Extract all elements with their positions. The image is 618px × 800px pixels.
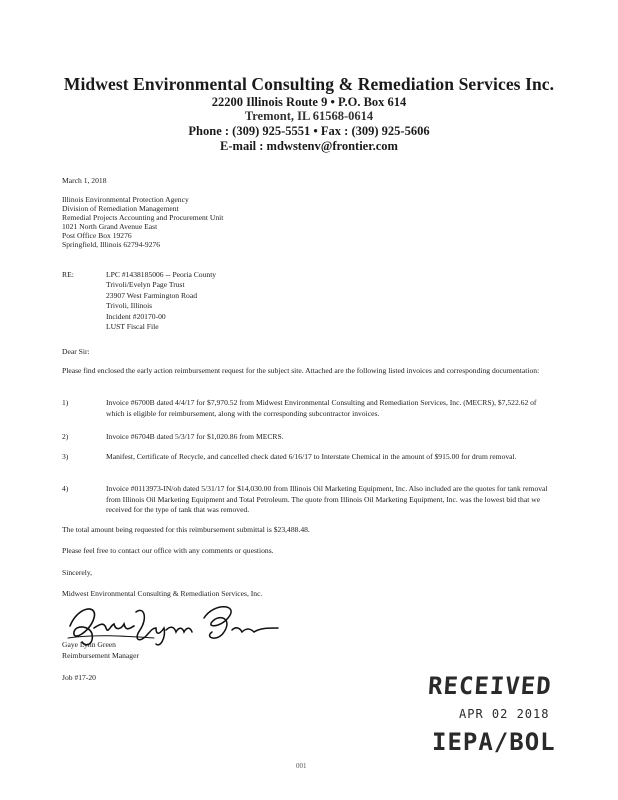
job-number: Job #17-20 (62, 673, 96, 682)
re-line: 23907 West Farmington Road (106, 290, 198, 300)
re-line: LPC #1438185006 -- Peoria County (106, 270, 217, 279)
re-line: Incident #20170-00 (106, 311, 166, 321)
signer-title: Reimbursement Manager (62, 651, 139, 660)
received-stamp: RECEIVED (427, 672, 553, 700)
recipient-line: Division of Remediation Management (62, 204, 179, 213)
company-phone-fax: Phone : (309) 925-5551 • Fax : (309) 925-5606 (188, 124, 430, 138)
re-line: Trivoli/Evelyn Page Trust (106, 280, 185, 290)
item-number: 2) (62, 432, 69, 441)
received-stamp-date: APR 02 2018 (459, 707, 550, 721)
item-number: 1) (62, 398, 69, 407)
recipient-line: Post Office Box 19276 (62, 231, 132, 240)
company-address: 22200 Illinois Route 9 • P.O. Box 614 (211, 95, 407, 109)
closing-note: Please feel free to contact our office with any comments or questions. (62, 546, 274, 555)
recipient-address (62, 195, 562, 249)
re-label: RE: (62, 270, 74, 279)
item-text: Manifest, Certificate of Recycle, and cancelled check dated 6/16/17 to Interstate Chemical in the amount of $915.00 for drum removal. (106, 452, 517, 461)
recipient-line: Springfield, Illinois 62794-9276 (62, 240, 161, 249)
signer-company: Midwest Environmental Consulting & Remediation Services, Inc. (62, 589, 263, 598)
total-statement: The total amount being requested for this reimbursement submittal is $23,488.48. (62, 525, 310, 534)
item-number: 3) (62, 452, 69, 461)
received-stamp-agency: IEPA/BOL (432, 728, 556, 756)
re-line: LUST Fiscal File (106, 322, 159, 332)
item-text: Invoice #6704B dated 5/3/17 for $1,020.86 from MECRS. (106, 432, 284, 441)
re-line: Trivoli, Illinois (106, 301, 153, 311)
company-city: Tremont, IL 61568-0614 (244, 109, 374, 123)
letter-date: March 1, 2018 (62, 176, 107, 185)
item-number: 4) (62, 484, 69, 493)
salutation: Dear Sir: (62, 347, 90, 356)
item-text: Invoice #0113973-IN/oh dated 5/31/17 for $14,030.00 from Illinois Oil Marketing Equipment, Inc. Also included are the quotes for tank removal from Illinois Oil Marketing Equipment and Total Petroleum. The quote from Illinois Oil Marketing Equipment, Inc. was the lowest bid that we received for the type of tank that was removed. (106, 484, 548, 514)
signer-name: Gaye Lynn Green (62, 640, 116, 649)
company-name: Midwest Environmental Consulting & Remediation Services Inc. (63, 74, 555, 94)
sincerely: Sincerely, (62, 568, 93, 577)
page-number: 001 (296, 762, 307, 770)
intro-paragraph: Please find enclosed the early action reimbursement request for the subject site. Attached are the following listed invoices and corresponding documentation: (62, 366, 540, 375)
recipient-line: Illinois Environmental Protection Agency (62, 195, 189, 204)
re-block (106, 270, 216, 332)
item-text: Invoice #6700B dated 4/4/17 for $7,970.52 from Midwest Environmental Consulting and Remediation Services, Inc. (MECRS), $7,522.62 of which is eligible for reimbursement, along with the corresponding subcontractor invoices. (106, 398, 537, 418)
company-email: E-mail : mdwstenv@frontier.com (220, 139, 398, 153)
recipient-line: 1021 North Grand Avenue East (62, 222, 158, 231)
recipient-line: Remedial Projects Accounting and Procurement Unit (62, 213, 224, 222)
